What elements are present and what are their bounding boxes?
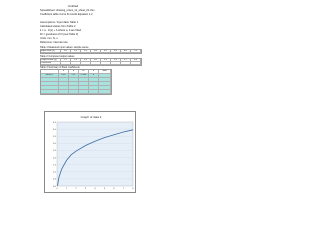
y-tick-label: 0.5 [52,178,56,181]
table2-cell[interactable] [131,62,141,65]
table1-cell[interactable]: 7.0 [131,50,141,53]
note-line: Calculated values from Table 2 [40,25,76,28]
x-tick-label: 4 [94,188,96,190]
note-line: Assumptions / input data: Table 1 [40,21,79,24]
y-axis-ticks [53,122,57,188]
plot-area [57,122,133,186]
table3-cell[interactable] [99,90,111,94]
table1-row-label: Input value (x) [41,50,61,53]
table2-cell[interactable] [121,62,131,65]
table1-cell[interactable]: 3.0 [91,50,101,53]
x-tick-label: 5 [103,188,106,190]
y-tick-label: 2.0 [52,157,56,160]
table2-cell[interactable] [71,62,81,65]
x-tick-label: 8 [132,188,134,190]
chart-container [44,111,136,193]
note-line: k = a · ln(x) + b where a, b are fitted [40,29,82,32]
document-title: Untitled [68,4,79,8]
table2-row-label: Correction [41,62,61,65]
table3 [40,69,112,95]
table1-cell[interactable]: 0.5 [61,50,71,53]
y-tick-label: 1.5 [52,164,56,167]
table2-cell[interactable] [91,62,101,65]
table3-cell[interactable]: 8 [89,74,99,78]
table3-cell[interactable] [41,90,59,94]
note-line: Reference: internal note [40,41,68,44]
table2-row-label: Output value (y) [41,59,61,62]
table1-cell[interactable]: 5.0 [111,50,121,53]
table1-cell[interactable]: 6.0 [121,50,131,53]
table2-cell[interactable]: 3.5 [111,59,121,62]
table1 [40,49,142,54]
table2-cell[interactable]: 3.8 [131,59,141,62]
table3-caption: Table 3 Summary of fitted coefficients [40,66,80,69]
table3-header: Note [99,70,111,74]
line-chart [45,112,137,194]
table2-cell[interactable]: 1.2 [61,59,71,62]
table2 [40,58,142,66]
table3-header: R² [79,70,89,74]
table3-cell[interactable]: 0.82 [59,74,69,78]
y-tick-label: 2.5 [52,150,56,153]
y-tick-label: 3.5 [52,136,56,139]
table3-header: a [59,70,69,74]
x-tick-label: 1 [65,188,68,190]
table3-cell[interactable] [89,90,99,94]
table3-header: n [89,70,99,74]
table1-cell[interactable]: 4.0 [101,50,111,53]
table2-caption: Table 2 Computed output values [40,55,75,58]
table2-cell[interactable]: 3.7 [121,59,131,62]
spreadsheet-name: Spreadsheet: drawing_notes_v2_sheet_01.xlsx [40,9,95,12]
table2-cell[interactable] [81,62,91,65]
table3-cell[interactable]: 0.998 [79,74,89,78]
y-tick-label: 4.0 [52,128,56,131]
table1-cell[interactable]: 1.0 [71,50,81,53]
y-tick-label: 1.0 [52,171,56,174]
table2-cell[interactable] [61,62,71,65]
table2-cell[interactable] [111,62,121,65]
table2-cell[interactable]: 1.9 [71,59,81,62]
table3-cell[interactable] [69,90,79,94]
x-tick-label: 2 [75,188,77,190]
table2-cell[interactable]: 2.6 [81,59,91,62]
table2-cell[interactable]: 3.3 [101,59,111,62]
table1-cell[interactable]: 2.0 [81,50,91,53]
table3-cell[interactable] [59,90,69,94]
chart-title: Graph of data k [80,115,102,119]
y-tick-label: 0.0 [52,185,56,188]
table2-cell[interactable]: 3.0 [91,59,101,62]
table3-cell[interactable]: 1.87 [69,74,79,78]
x-tick-label: 3 [84,188,87,190]
y-tick-label: 4.5 [52,121,56,124]
x-tick-label: 6 [113,188,115,190]
table3-header: b [69,70,79,74]
table2-cell[interactable] [101,62,111,65]
x-tick-label: 7 [122,188,125,190]
section-heading: Coefficient table Curve fit results Equation 1.2 [40,13,93,16]
table3-cell[interactable]: Series 1 [41,74,59,78]
y-tick-label: 3.0 [52,143,56,146]
x-tick-label: 0 [56,188,58,190]
x-axis-ticks [56,188,134,190]
note-line: Units: mm, N, s [40,37,58,40]
table1-caption: Table 1 Measured input values: sample series [40,46,89,49]
note-line: R² = goodness of fit (see Table 3) [40,33,79,36]
table3-cell[interactable] [79,90,89,94]
